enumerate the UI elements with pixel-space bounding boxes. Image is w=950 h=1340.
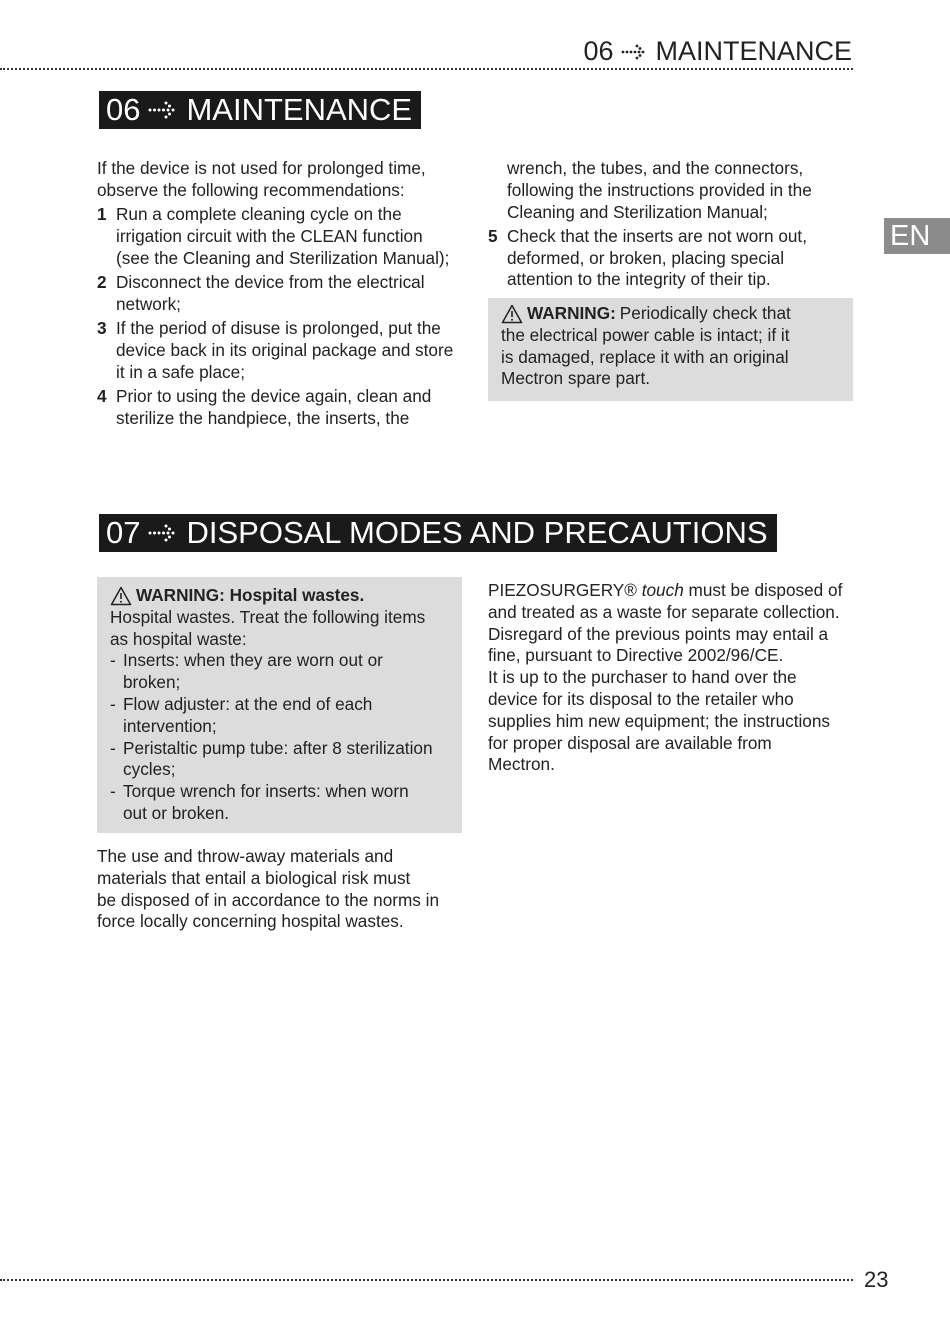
list-item-line: If the period of disuse is prolonged, put the xyxy=(116,318,441,339)
list-item-line: device back in its original package and store xyxy=(116,339,454,360)
body-line: It is up to the purchaser to hand over the xyxy=(488,667,797,688)
list-item-line: Inserts: when they are worn out or xyxy=(123,650,383,671)
brand-name: PIEZOSURGERY® xyxy=(488,580,637,600)
brand-name-italic: touch xyxy=(641,580,684,600)
section-07-left-text xyxy=(97,846,467,933)
body-line: materials that entail a biological risk must xyxy=(97,867,411,888)
list-item-line: broken; xyxy=(123,672,181,693)
continuation-line: Cleaning and Sterilization Manual; xyxy=(507,201,768,222)
section-06-header xyxy=(99,91,421,129)
section-07-right-column xyxy=(488,580,858,776)
dotted-arrow-icon xyxy=(621,43,647,61)
list-item-number: 4 xyxy=(97,385,107,406)
list-item-number: 5 xyxy=(488,225,498,246)
body-line: for proper disposal are available from xyxy=(488,732,772,753)
body-line: The use and throw-away materials and xyxy=(97,846,394,866)
list-item-line: deformed, or broken, placing special xyxy=(507,247,785,268)
list-item-number: 3 xyxy=(97,318,107,339)
list-item-line: irrigation circuit with the CLEAN function xyxy=(116,225,423,246)
list-item-line: Peristaltic pump tube: after 8 sterilization xyxy=(123,737,433,758)
body-line: supplies him new equipment; the instructions xyxy=(488,710,831,731)
section-06-left-column xyxy=(97,158,467,430)
section-06-warning-box xyxy=(488,298,853,401)
list-item xyxy=(97,272,467,316)
list-item-line: (see the Cleaning and Sterilization Manual); xyxy=(116,247,450,268)
running-head-title: MAINTENANCE xyxy=(655,36,852,66)
warning-line: the electrical power cable is intact; if it xyxy=(501,324,790,345)
page-number: 23 xyxy=(864,1267,889,1292)
section-06-title: MAINTENANCE xyxy=(186,92,413,127)
list-item-line: Prior to using the device again, clean and xyxy=(116,385,432,406)
section-07-title: DISPOSAL MODES AND PRECAUTIONS xyxy=(186,515,768,550)
list-item-number: 1 xyxy=(97,204,107,225)
body-line: Mectron. xyxy=(488,754,555,775)
list-item-line: Torque wrench for inserts: when worn xyxy=(123,781,409,802)
dotted-arrow-icon xyxy=(148,523,178,543)
list-item-line: intervention; xyxy=(123,715,217,736)
body-line: must be disposed of xyxy=(688,580,843,600)
list-item xyxy=(97,318,467,383)
section-07-warning-box xyxy=(97,577,462,833)
header-rule xyxy=(0,68,853,70)
continuation-line: wrench, the tubes, and the connectors, xyxy=(507,158,804,178)
list-item xyxy=(97,204,467,269)
list-item-number: 2 xyxy=(97,271,107,292)
section-07-number: 07 xyxy=(106,515,141,550)
list-item-line: network; xyxy=(116,293,181,314)
list-item-line: cycles; xyxy=(123,759,176,780)
section-07-header xyxy=(99,514,777,552)
body-line: Disregard of the previous points may entail a xyxy=(488,623,829,644)
list-item-line: Disconnect the device from the electrical xyxy=(116,271,425,292)
body-line: device for its disposal to the retailer who xyxy=(488,688,794,709)
list-item: - Torque wrench for inserts: when worn out or broken. xyxy=(110,781,450,825)
warning-line: is damaged, replace it with an original xyxy=(501,346,789,367)
running-head-number: 06 xyxy=(583,36,614,66)
continuation-line: following the instructions provided in the xyxy=(507,179,812,200)
list-item xyxy=(97,386,467,430)
warning-line: Periodically check that xyxy=(619,303,791,323)
warning-triangle-icon xyxy=(501,304,523,324)
warning-title: WARNING: Hospital wastes. xyxy=(136,585,365,605)
dotted-arrow-icon xyxy=(148,100,178,120)
warning-line: Mectron spare part. xyxy=(501,368,651,389)
list-item-line: attention to the integrity of their tip. xyxy=(507,269,771,290)
footer-rule xyxy=(0,1279,853,1281)
body-line: fine, pursuant to Directive 2002/96/CE. xyxy=(488,645,784,666)
list-item-line: Run a complete cleaning cycle on the xyxy=(116,204,402,225)
section-06-right-column xyxy=(488,158,848,291)
warning-triangle-icon xyxy=(110,586,132,606)
list-item-line: it in a safe place; xyxy=(116,361,245,382)
section-06-number: 06 xyxy=(106,92,141,127)
list-item: - Peristaltic pump tube: after 8 sterilization cycles; xyxy=(110,738,450,782)
body-line: be disposed of in accordance to the norms in xyxy=(97,889,440,910)
list-item: - Inserts: when they are worn out or broken; xyxy=(110,650,450,694)
list-item-line: out or broken. xyxy=(123,802,230,823)
warning-line: Hospital wastes. Treat the following items xyxy=(110,606,426,627)
list-item-line: Check that the inserts are not worn out, xyxy=(507,225,807,246)
language-tab: EN xyxy=(884,218,950,254)
warning-line: as hospital waste: xyxy=(110,628,247,649)
list-item-line: sterilize the handpiece, the inserts, the xyxy=(116,407,410,428)
list-item xyxy=(488,226,848,291)
list-item-line: Flow adjuster: at the end of each xyxy=(123,693,373,714)
warning-label: WARNING: xyxy=(527,303,616,323)
body-line: force locally concerning hospital wastes. xyxy=(97,911,404,932)
body-line: and treated as a waste for separate collection. xyxy=(488,601,840,622)
intro-line: If the device is not used for prolonged time, xyxy=(97,158,426,178)
running-head xyxy=(583,36,852,67)
intro-line: observe the following recommendations: xyxy=(97,179,405,200)
list-item: - Flow adjuster: at the end of each intervention; xyxy=(110,694,450,738)
